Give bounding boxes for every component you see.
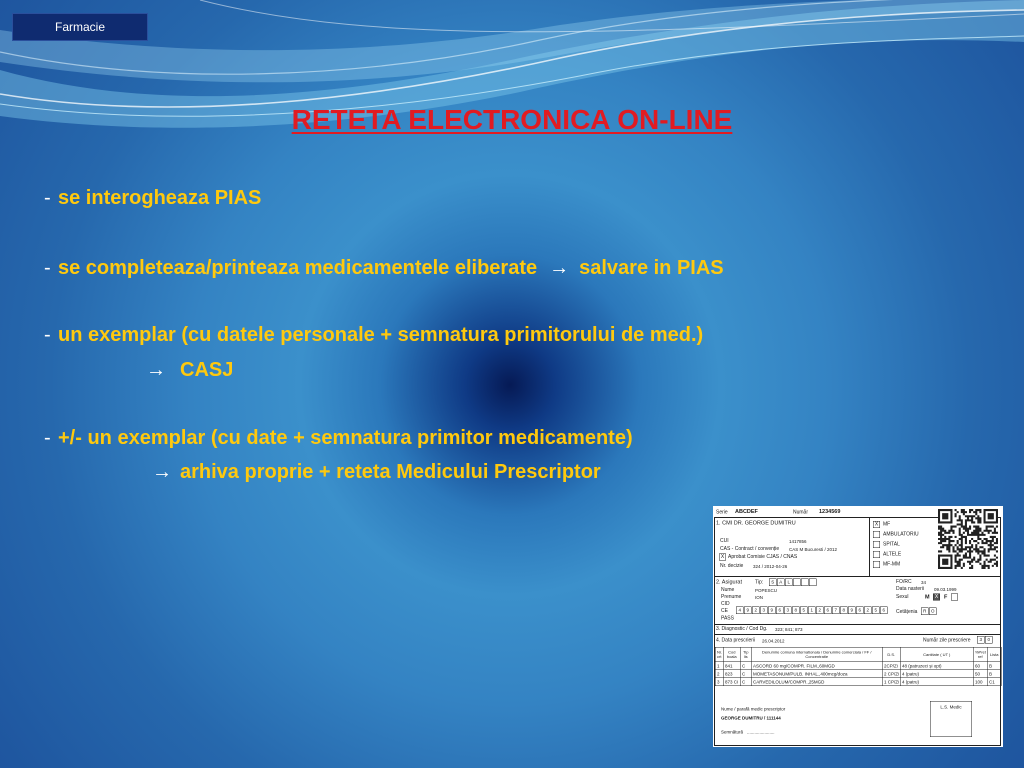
cell-ds: 2 CP/Zi: [884, 671, 900, 677]
cell-tip-lista: C: [740, 662, 751, 670]
insured-heading: 2. Asigurat: [716, 579, 742, 585]
ce-digit-boxes: [736, 607, 888, 615]
date-label: 4. Data prescrierii: [716, 637, 756, 643]
days-label: Număr zile prescriere: [923, 637, 971, 643]
tip-box: L: [785, 579, 793, 587]
cetatenia-label: Cetățenia: [896, 609, 918, 615]
serie-value: ABCDEF: [735, 508, 758, 515]
cell-lista: B: [987, 662, 1001, 670]
cetatenia-boxes: [921, 608, 937, 616]
section-divider: [714, 624, 1001, 625]
type-label-mf-mm: MF-MM: [883, 561, 901, 567]
section-divider: [714, 634, 1001, 635]
cas-value: CAS M Bucuresti / 2012: [789, 547, 838, 552]
days-box: 0: [985, 636, 993, 644]
col-header-cantitate: Cantitate ( UT ): [900, 647, 973, 662]
ce-digit-box: 5: [872, 607, 880, 615]
ce-digit-box: 5: [800, 607, 808, 615]
forc-label: FO/RC: [896, 579, 912, 585]
ce-digit-box: 9: [768, 607, 776, 615]
ce-digit-box: 2: [864, 607, 872, 615]
ce-digit-box: 4: [736, 607, 744, 615]
section-divider: [714, 576, 1001, 577]
col-header-nr: Nr. crt: [715, 647, 723, 662]
decizie-label: Nr. decizie: [720, 563, 744, 569]
serie-label: Serie: [716, 509, 728, 515]
bullet-dash: -: [44, 187, 51, 209]
provider-name: 1. CMI DR. GEORGE DUMITRU: [716, 520, 796, 526]
aprobat-label: Aprobat Comisie CJAS / CNAS: [728, 554, 798, 560]
sex-label: Sexul: [896, 594, 909, 600]
arrow-icon: →: [549, 257, 570, 279]
cas-label: CAS - Contract / convenție: [720, 546, 780, 552]
col-header-tip-lista: Tip lis: [740, 647, 751, 662]
type-label-spital: SPITAL: [883, 541, 900, 547]
cell-cantitate: 48 (patruzeci și opt): [900, 662, 973, 670]
ce-digit-box: 3: [760, 607, 768, 615]
prenume-value: ION: [755, 595, 764, 600]
sex-f-checkbox: [951, 594, 958, 601]
birth-value: 09.03.1999: [934, 587, 957, 592]
stamp-box: [930, 701, 972, 737]
table-row: [715, 670, 1001, 678]
cui-value: 1417856: [789, 539, 807, 544]
decizie-value: 324 / 2012-04-26: [753, 564, 788, 569]
tip-label: Tip:: [755, 579, 764, 585]
cell-pret-ref: 60: [973, 662, 987, 670]
birth-label: Data nasterii: [896, 586, 925, 592]
qr-code: [938, 509, 998, 569]
cell-nr: 2: [715, 670, 723, 678]
days-boxes: [977, 636, 993, 644]
table-row: [715, 662, 1001, 670]
ce-digit-box: 6: [880, 607, 888, 615]
sex-m-checkbox: X: [934, 594, 939, 600]
type-checkbox-altele: [873, 551, 880, 558]
arrow-icon: →: [146, 359, 166, 381]
ce-digit-box: 3: [784, 607, 792, 615]
cell-lista: C1: [987, 678, 1001, 686]
ce-digit-box: 1: [808, 607, 816, 615]
bullet-text: un exemplar (cu datele personale + semnatura primitorului de med.): [58, 324, 704, 346]
signature-line: ......................: [747, 729, 775, 735]
medication-table: [715, 647, 1002, 686]
section-divider-vertical: [869, 517, 870, 576]
bullet-result-text: arhiva proprie + reteta Medicului Prescriptor: [180, 461, 601, 483]
ce-digit-box: 6: [856, 607, 864, 615]
date-value: 26.04.2012: [762, 638, 785, 644]
arrow-icon: →: [152, 461, 172, 483]
bullet-2: [44, 256, 724, 280]
cell-denumire: ASCORD 60 mg/COMPR. FILM.,60MGD: [751, 662, 882, 670]
bullet-4-continuation: [152, 460, 601, 484]
col-header-denumire: Denumire comuna internationala / Denumire comerciala / FF / Concentratie: [751, 647, 882, 662]
numar-label: Număr: [793, 509, 809, 515]
cell-lista: B: [987, 670, 1001, 678]
cell-ds: 1 CP/Zi: [884, 679, 900, 685]
forc-value: 34: [921, 580, 927, 585]
cell-cod-boala: 873 CI: [725, 679, 739, 685]
diagnostic-value: 323; 841; 873: [775, 627, 803, 632]
sex-m-label: M: [925, 594, 930, 600]
ce-digit-box: 6: [824, 607, 832, 615]
type-label-altele: ALTELE: [883, 551, 902, 557]
stamp-label: L.S. Medic: [940, 704, 962, 710]
type-checkbox-spital: [873, 541, 880, 548]
cell-cod-boala: 841: [723, 662, 740, 670]
prenume-label: Prenume: [721, 594, 742, 600]
cell-denumire: MOMETASONUM/PULB. INHAL.,400mcg/doza: [751, 670, 882, 678]
numar-value: 1234569: [819, 508, 841, 515]
col-header-cod-boala: Cod boala: [723, 647, 740, 662]
table-header-row: [715, 647, 1001, 662]
cetatenia-box: O: [930, 608, 935, 614]
bullet-dash: -: [44, 427, 51, 449]
days-box: 3: [977, 636, 985, 644]
bullet-dash: -: [44, 257, 51, 279]
section-tag: Farmacie: [12, 13, 148, 41]
medication-table-head: [715, 647, 1001, 662]
cell-denumire: CARVEDILOLUM/COMPR.,25MGD: [751, 678, 882, 686]
aprobat-checkbox: X: [720, 554, 725, 560]
cell-nr: 3: [715, 678, 723, 686]
cell-pret-ref: 100: [973, 678, 987, 686]
tip-box: A: [777, 579, 785, 587]
ce-digit-box: 9: [848, 607, 856, 615]
tip-box: [809, 579, 817, 587]
cell-cantitate: 4 (patru): [900, 670, 973, 678]
col-header-ds: D.S.: [882, 647, 900, 662]
bullet-result-text: CASJ: [180, 359, 234, 381]
ce-label: CE: [721, 608, 728, 614]
table-row: [715, 678, 1001, 686]
medication-table-body: [715, 662, 1001, 686]
tip-box: [801, 579, 809, 587]
cell-nr: 1: [715, 662, 723, 670]
type-label-mf: MF: [883, 521, 891, 527]
tip-boxes: [769, 579, 817, 587]
ce-digit-box: 6: [776, 607, 784, 615]
cell-pret-ref: 50: [973, 670, 987, 678]
ce-digit-box: 8: [792, 607, 800, 615]
bullet-4: [44, 426, 633, 450]
type-checkbox-ambulatoriu: [873, 531, 880, 538]
doctor-label: Nume / parafă medic prescriptor: [721, 706, 786, 712]
tip-box: S: [769, 579, 777, 587]
cell-ds: 2CP/Zi: [882, 662, 900, 670]
sex-f-label: F: [944, 594, 948, 600]
cell-tip-lista: C: [740, 678, 751, 686]
diagnostic-label: 3. Diagnostic / Cod Dg.: [716, 626, 768, 632]
bullet-3: [44, 323, 703, 347]
pass-label: PASS: [721, 615, 734, 621]
cui-label: CUI: [720, 538, 729, 544]
nume-value: POPESCU: [755, 588, 778, 593]
bullet-text: se completeaza/printeaza medicamentele eliberate: [58, 257, 538, 279]
cetatenia-box: R: [921, 608, 929, 616]
ce-digit-box: 8: [840, 607, 848, 615]
tip-box: [793, 579, 801, 587]
bullet-result-text: salvare in PIAS: [579, 257, 724, 279]
type-checkbox-mf-mm: [873, 561, 880, 568]
cell-tip-lista: C: [740, 670, 751, 678]
cell-cod-boala: 823: [723, 670, 740, 678]
cid-label: CID: [721, 601, 730, 607]
prescription-form-image: [713, 506, 1003, 747]
prescription-form: [713, 506, 1003, 747]
doctor-value: GEORGE DUMITRU / 111144: [721, 715, 781, 721]
cell-cantitate: 4 (patru): [900, 678, 973, 686]
ce-digit-box: 9: [744, 607, 752, 615]
bullet-text: +/- un exemplar (cu date + semnatura primitor medicamente): [58, 427, 633, 449]
col-header-pret-ref: %Pret ref: [973, 647, 987, 662]
ce-digit-box: 2: [752, 607, 760, 615]
signature-label: Semnătură: [721, 729, 744, 735]
ce-digit-box: 7: [832, 607, 840, 615]
bullet-1: [44, 186, 261, 210]
slide-title: RETETA ELECTRONICA ON-LINE: [291, 104, 733, 135]
type-label-ambulatoriu: AMBULATORIU: [883, 531, 919, 537]
bullet-text: se interogheaza PIAS: [58, 187, 262, 209]
col-header-lista: Lista: [987, 647, 1001, 662]
type-checkbox-mf: X: [874, 521, 879, 527]
ce-digit-box: 2: [816, 607, 824, 615]
bullet-3-continuation: [146, 358, 233, 382]
bullet-dash: -: [44, 324, 51, 346]
nume-label: Nume: [721, 587, 735, 593]
